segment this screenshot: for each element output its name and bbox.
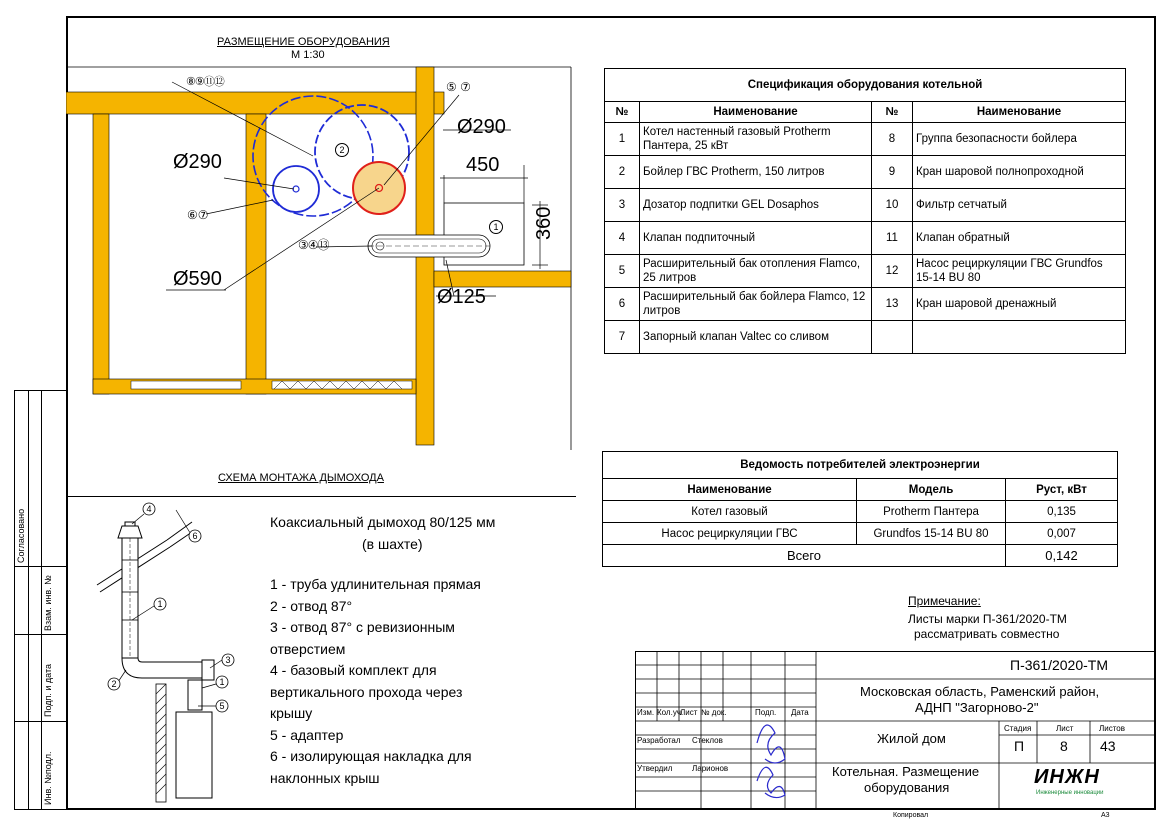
elec-total-label: Всего: [603, 545, 1006, 567]
tb-format: А3: [1101, 812, 1110, 819]
table-row: 5 Расширительный бак отопления Flamco, 25 литров 12 Насос рециркуляции ГВС Grundfos 15-14 BU 80: [605, 255, 1126, 288]
spec-col-name2: Наименование: [913, 102, 1126, 123]
table-row: [603, 545, 1118, 567]
note-title: Примечание:: [908, 594, 981, 608]
chimney-head-1: Коаксиальный дымоход 80/125 мм: [270, 514, 496, 530]
legend-line: 6 - изолирующая накладка для: [270, 748, 472, 764]
tb-copied: Копировал: [893, 812, 929, 819]
elec-total-value: 0,142: [1006, 545, 1118, 567]
tb-utverd: Утвердил: [637, 764, 673, 773]
wall-mid: [246, 114, 266, 394]
tb-razrab-name: Стеклов: [692, 736, 723, 745]
elec-h-model: Модель: [857, 479, 1006, 501]
dim-360: 360: [533, 206, 555, 240]
tb-podp: Подп.: [755, 708, 777, 717]
callout-8-9-11-12: ⑧⑨⑪⑫: [186, 76, 224, 88]
equipment-plan: [66, 55, 576, 455]
tb-object: Жилой дом: [877, 731, 946, 746]
table-row: Насос рециркуляции ГВС Grundfos 15-14 BU 80 0,007: [603, 523, 1118, 545]
svg-text:4: 4: [146, 504, 152, 514]
tb-sheet: 8: [1060, 738, 1068, 754]
chimney-title: СХЕМА МОНТАЖА ДЫМОХОДА: [218, 472, 384, 484]
svg-text:1: 1: [219, 677, 225, 687]
note-line-1: Листы марки П-361/2020-ТМ: [908, 612, 1067, 626]
tb-sheets-h: Листов: [1099, 724, 1125, 733]
legend-line: 5 - адаптер: [270, 726, 344, 743]
company-logo-sub: Инженерные инновации: [1036, 790, 1104, 796]
callout-6-7: ⑥⑦: [187, 208, 209, 222]
elec-title: Ведомость потребителей электроэнергии: [603, 452, 1118, 479]
table-row: 2 Бойлер ГВС Protherm, 150 литров 9 Кран шаровой полнопроходной: [605, 156, 1126, 189]
tb-stage-h: Стадия: [1004, 724, 1032, 733]
dim-450: 450: [466, 154, 500, 176]
callout-2: 2: [335, 143, 349, 157]
company-logo: ИНЖН: [1034, 766, 1100, 788]
svg-text:6: 6: [192, 531, 198, 541]
side-strip: [14, 390, 66, 810]
table-row: 4 Клапан подпиточный 11 Клапан обратный: [605, 222, 1126, 255]
legend-line: 3 - отвод 87° с ревизионным: [270, 619, 455, 635]
table-row: 7 Запорный клапан Valtec со сливом: [605, 321, 1126, 354]
inv-podl-label: Инв. №подл.: [43, 751, 53, 805]
callout-1: 1: [489, 220, 503, 234]
equipment-spec-table: [604, 68, 1126, 354]
chimney-head-2: (в шахте): [362, 536, 423, 552]
plan-scale: М 1:30: [291, 49, 325, 61]
inv-zam-label: Взам. инв. №: [43, 575, 53, 631]
tb-location-2: АДНП "Загорново-2": [915, 700, 1039, 715]
section-divider: [66, 496, 576, 497]
table-row: 6 Расширительный бак бойлера Flamco, 12 литров 13 Кран шаровой дренажный: [605, 288, 1126, 321]
tb-razrab: Разработал: [637, 736, 681, 745]
spec-title: Спецификация оборудования котельной: [605, 69, 1126, 102]
tb-list: Лист: [680, 708, 698, 717]
elec-h-power: Руст, кВт: [1006, 479, 1118, 501]
callout-5-7: ⑤ ⑦: [446, 80, 471, 94]
table-row: Котел газовый Protherm Пантера 0,135: [603, 501, 1118, 523]
tb-sheets: 43: [1100, 738, 1116, 754]
power-consumers-table: [602, 451, 1118, 567]
signature-utverd: [757, 767, 785, 797]
legend-line: вертикального прохода через: [270, 683, 463, 700]
svg-text:1: 1: [157, 599, 163, 609]
svg-text:2: 2: [111, 679, 117, 689]
dim-d590: Ø590: [173, 268, 222, 290]
signature-razrab: [757, 725, 785, 763]
spec-col-num: №: [605, 102, 640, 123]
wall-left: [93, 114, 109, 394]
legend-line: 4 - базовый комплект для: [270, 662, 437, 678]
legend-line: отверстием: [270, 640, 346, 657]
tb-stage: П: [1014, 738, 1025, 754]
dim-d125: Ø125: [437, 286, 486, 308]
table-row: 3 Дозатор подпитки GEL Dosaphos 10 Фильтр сетчатый: [605, 189, 1126, 222]
plan-title: РАЗМЕЩЕНИЕ ОБОРУДОВАНИЯ: [217, 36, 390, 48]
tb-sheet-title-2: оборудования: [864, 780, 950, 795]
agreed-label: Согласовано: [16, 508, 26, 563]
svg-text:5: 5: [219, 701, 225, 711]
legend-line: наклонных крыш: [270, 769, 380, 786]
dim-d290-right: Ø290: [457, 116, 506, 138]
legend-line: 2 - отвод 87°: [270, 597, 353, 614]
podp-data-label: Подп. и дата: [43, 663, 53, 717]
tb-ndoc: № док.: [701, 708, 727, 717]
tb-code: П-361/2020-ТМ: [1010, 657, 1108, 673]
elec-h-name: Наименование: [603, 479, 857, 501]
tb-utverd-name: Ларионов: [692, 764, 729, 773]
wall-ledge: [434, 271, 571, 287]
expansion-tank-12l: [273, 166, 319, 212]
chimney-legend: [270, 574, 481, 789]
dim-d290-left: Ø290: [173, 151, 222, 173]
tb-kol: Кол.уч.: [657, 708, 684, 717]
note-line-2: рассматривать совместно: [914, 627, 1060, 641]
spec-col-name: Наименование: [640, 102, 872, 123]
table-row: 1 Котел настенный газовый Protherm Пантера, 25 кВт 8 Группа безопасности бойлера: [605, 123, 1126, 156]
legend-line: крышу: [270, 705, 313, 721]
tb-sheet-title-1: Котельная. Размещение: [832, 764, 980, 779]
tb-location-1: Московская область, Раменский район,: [860, 684, 1100, 699]
callout-3-4-13: ③④⑬: [298, 238, 329, 252]
tb-sheet-h: Лист: [1056, 724, 1074, 733]
legend-line: 1 - труба удлинительная прямая: [270, 576, 481, 592]
tb-izm: Изм.: [637, 708, 655, 717]
tb-data: Дата: [791, 708, 809, 717]
chimney-diagram: [92, 500, 262, 805]
svg-text:3: 3: [225, 655, 231, 665]
spec-col-num2: №: [872, 102, 913, 123]
wall-top: [66, 92, 444, 114]
